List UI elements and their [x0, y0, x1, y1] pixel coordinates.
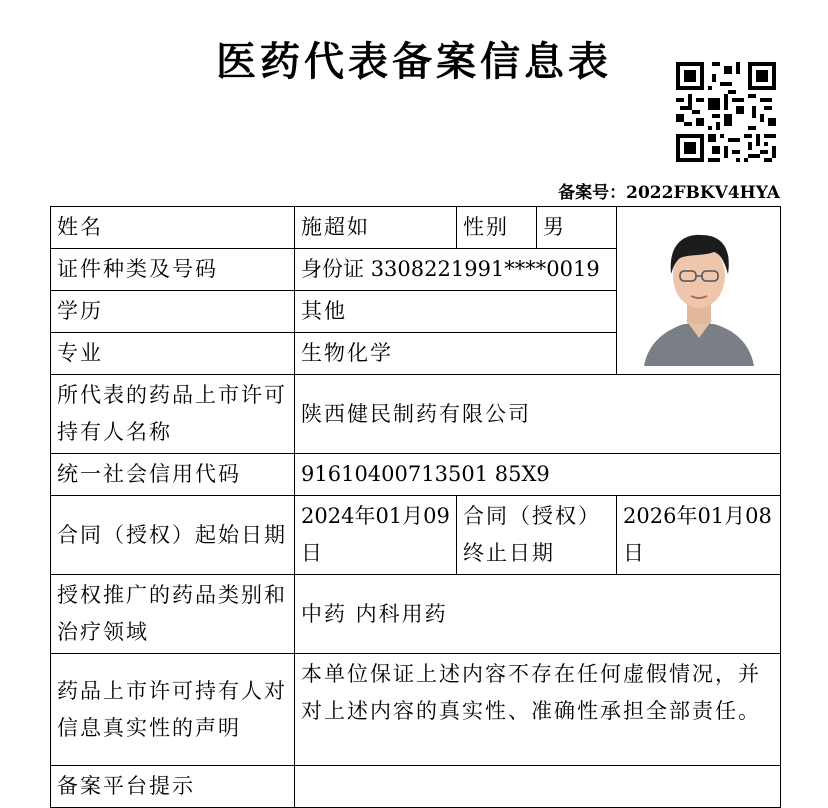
portrait-photo: [644, 216, 754, 366]
photo-cell: [617, 207, 781, 375]
platform-value: [295, 766, 781, 808]
qr-code: [676, 62, 776, 162]
id-value: 身份证 3308221991****0019: [295, 249, 617, 291]
contract-end-label: 合同（授权）终止日期: [457, 496, 617, 575]
info-table: [50, 206, 781, 808]
education-value: 其他: [295, 291, 617, 333]
contract-start-label: 合同（授权）起始日期: [51, 496, 295, 575]
contract-end-value: 2026年01月08日: [617, 496, 781, 575]
major-label: 专业: [51, 333, 295, 375]
major-value: 生物化学: [295, 333, 617, 375]
education-label: 学历: [51, 291, 295, 333]
contract-start-value: 2024年01月09日: [295, 496, 457, 575]
name-label: 姓名: [51, 207, 295, 249]
platform-label: 备案平台提示: [51, 766, 295, 808]
gender-label: 性别: [457, 207, 537, 249]
credit-code-value: 91610400713501 85X9: [295, 454, 781, 496]
credit-code-label: 统一社会信用代码: [51, 454, 295, 496]
name-value: 施超如: [295, 207, 457, 249]
scope-label: 授权推广的药品类别和治疗领域: [51, 575, 295, 654]
id-label: 证件种类及号码: [51, 249, 295, 291]
declaration-label: 药品上市许可持有人对信息真实性的声明: [51, 654, 295, 766]
holder-label: 所代表的药品上市许可持有人名称: [51, 375, 295, 454]
scope-value: 中药 内科用药: [295, 575, 781, 654]
page-title: 医药代表备案信息表: [216, 39, 612, 85]
gender-value: 男: [537, 207, 617, 249]
declaration-value: 本单位保证上述内容不存在任何虚假情况，并对上述内容的真实性、准确性承担全部责任。: [295, 654, 781, 766]
registration-number: 备案号：2022FBKV4HYA: [558, 183, 780, 203]
holder-value: 陕西健民制药有限公司: [295, 375, 781, 454]
